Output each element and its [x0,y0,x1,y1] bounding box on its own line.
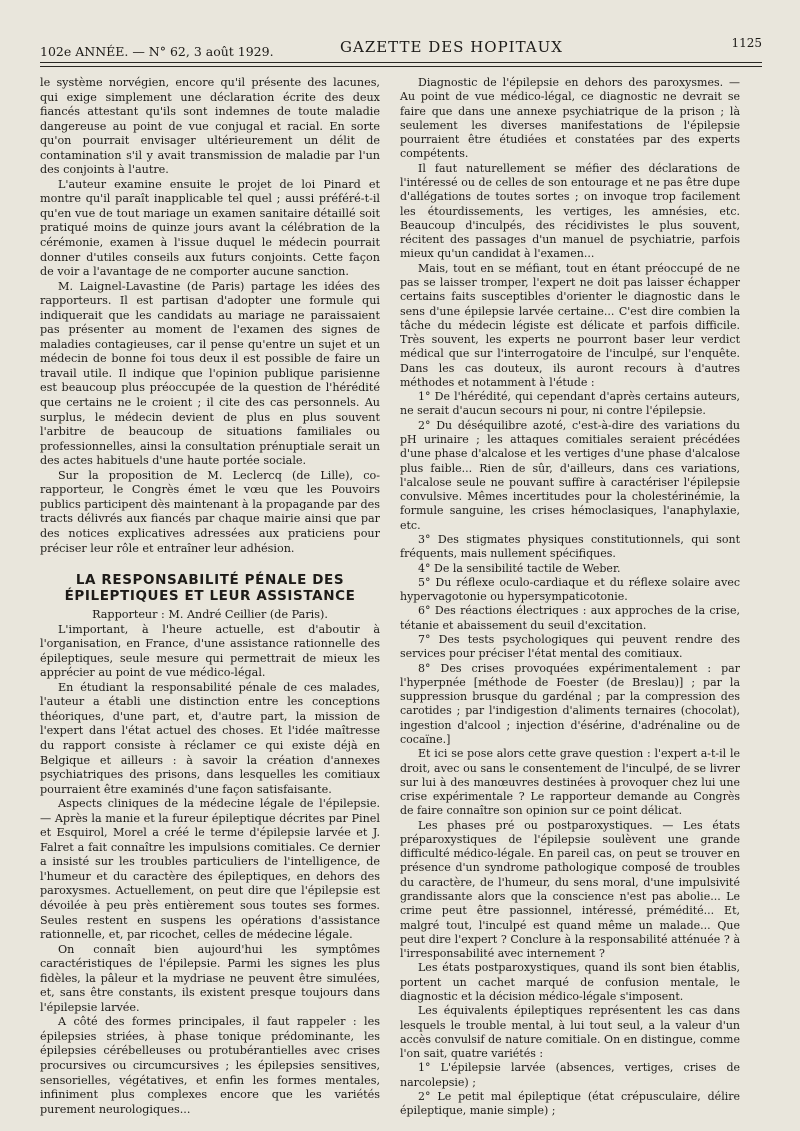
header-rule-thin [40,66,762,67]
paragraph: Il faut naturellement se méfier des déclarations de l'intéressé ou de celles de son entourage et ne pas être dupe d'allégations de toutes sortes ; on invoque trop facilement les étourdissements, les vertiges, les amnésies, etc. Beaucoup d'inculpés, des récidivistes le plus souvent, récitent des passages d'un manuel de psychiatrie, parfois mieux qu'un candidat à l'examen... [400,161,740,261]
paragraph: L'important, à l'heure actuelle, est d'aboutir à l'organisation, en France, d'une assistance rationnelle des épileptiques, seule mesure qui permettrait de mieux les apprécier au point de vue médico-légal. [40,622,380,680]
list-item: 5° Du réflexe oculo-cardiaque et du réflexe solaire avec hypervagotonie ou hypersympaticotonie. [400,575,740,604]
list-item: 3° Des stigmates physiques constitutionnels, qui sont fréquents, mais nullement spécifiques. [400,533,740,561]
list-item: 7° Des tests psychologiques qui peuvent rendre des services pour préciser l'état mental des comitiaux. [400,632,740,661]
paragraph: le système norvégien, encore qu'il présente des lacunes, qui exige simplement une déclaration écrite des deux fiancés attestant qu'ils sont indemnes de toute maladie dangereuse au point de vue conjugal et racial. En sorte qu'on pourrait envisager ultérieurement un délit de contamination s'il y avait transmission de maladie par l'un des conjoints à l'autre. [40,76,380,177]
list-item: 1° De l'hérédité, qui cependant d'après certains auteurs, ne serait d'aucun secours ni pour, ni contre l'épilepsie. [400,390,740,418]
section-title: LA RESPONSABILITÉ PÉNALE DES ÉPILEPTIQUES ET LEUR ASSISTANCE [64,572,356,605]
paragraph: Diagnostic de l'épilepsie en dehors des paroxysmes. — Au point de vue médico-légal, ce diagnostic ne devrait se faire que dans une annexe psychiatrique de la prison ; là seulement les diverses manifestations de l'épilepsie pourraient être étudiées et constatées par des experts compétents. [400,76,740,161]
paragraph: L'auteur examine ensuite le projet de loi Pinard et montre qu'il paraît inapplicable tel quel ; aussi préféré-t-il qu'en vue de tout mariage un examen sanitaire détaillé soit pratiqué moins de quinze jours avant la célébration de la cérémonie, examen à l'issue duquel le médecin pourrait donner d'utiles conseils aux futurs conjoints. Cette façon de voir a l'avantage de ne comporter aucune sanction. [40,177,380,279]
list-item: 2° Le petit mal épileptique (état crépusculaire, délire épileptique, manie simple) ; [400,1089,740,1118]
paragraph: En étudiant la responsabilité pénale de ces malades, l'auteur a établi une distinction entre les conceptions théoriques, d'une part, et, d'autre part, la mission de l'expert dans l'état actuel des choses. Et l'idée maîtresse du rapport consiste à réclamer ce qui existe déjà en Belgique et ailleurs : à savoir la création d'annexes psychiatriques des prisons, dans lesquelles les comitiaux pourraient être examinés d'une façon satisfaisante. [40,680,380,796]
reporter-line: Rapporteur : M. André Ceillier (de Paris). [92,608,328,622]
journal-title: GAZETTE DES HOPITAUX [340,38,563,56]
paragraph: On connaît bien aujourd'hui les symptômes caractéristiques de l'épilepsie. Parmi les signes les plus fidèles, la pâleur et la mydriase ne peuvent être simulées, et, sans être constants, ils existent presque toujours dans l'épilepsie larvée. [40,942,380,1014]
issue-info: 102e ANNÉE. — N° 62, 3 août 1929. [40,44,274,59]
list-item: 1° L'épilepsie larvée (absences, vertiges, crises de narcolepsie) ; [400,1061,740,1089]
paragraph: M. Laignel-Lavastine (de Paris) partage les idées des rapporteurs. Il est partisan d'adopter une formule qui indiquerait que les candidats au mariage ne paraissaient pas présenter au moment de l'examen des signes de maladies contagieuses, car il pense qu'entre un sujet et un médecin de bonne foi tous deux il est possible de faire un travail utile. Il indique que l'opinion publique parisienne est beaucoup plus préoccupée de la question de l'hérédité que certains ne le croient ; il cite des cas personnels. Au surplus, le médecin devient de plus en plus souvent l'arbitre de beaucoup de situations familiales ou professionnelles, ainsi la consultation prénuptiale serait un des actes habituels d'une haute portée sociale. [40,279,380,468]
paragraph: Les états postparoxystiques, quand ils sont bien établis, portent un cachet marqué de confusion mentale, le diagnostic et la décision médico-légale s'imposent. [400,961,740,1003]
paragraph: Sur la proposition de M. Leclercq (de Lille), co-rapporteur, le Congrès émet le vœu que les Pouvoirs publics participent dès maintenant à la propagande par des tracts délivrés aux fiancés par chaque mairie ainsi que par des notices explicatives adressées aux praticiens pour préciser leur rôle et entraîner leur adhésion. [40,468,380,555]
right-column [400,76,740,1119]
list-item: 8° Des crises provoquées expérimentalement : par l'hyperpnée [méthode de Foester (de Breslau)] ; par la suppression brusque du gardénal ; par la compression des carotides ; par l'indigestion d'aliments ternaires (chocolat), ingestion d'alcool ; injection d'ésérine, d'adrénaline ou de cocaïne.] [400,661,740,746]
list-item: 4° De la sensibilité tactile de Weber. [418,561,621,575]
paragraph: A côté des formes principales, il faut rappeler : les épilepsies striées, à phase tonique prédominante, les épilepsies cérébelleuses ou protubérantielles avec crises procursives ou circumcursives ; les épilepsies sensitives, sensorielles, végétatives, et enfin les formes mentales, infiniment plus complexes encore que les variétés purement neurologiques... [40,1015,380,1116]
page-number: 1125 [731,36,762,50]
left-column [40,76,380,1117]
page-header [40,34,762,58]
paragraph: Aspects cliniques de la médecine légale de l'épilepsie. — Après la manie et la fureur épileptique décrites par Pinel et Esquirol, Morel a créé le terme d'épilepsie larvée et J. Falret a fait connaître les impulsions comitiales. Ce dernier a insisté sur les troubles particuliers de l'intelligence, de l'humeur et du caractère des épileptiques, en dehors des paroxysmes. Actuellement, on peut dire que l'épilepsie est dévoilée à peu près entièrement sous toutes ses formes. Seules restent en suspens les opérations d'assistance rationnelle, et, par ricochet, celles de médecine légale. [40,797,380,942]
paragraph: Les équivalents épileptiques représentent les cas dans lesquels le trouble mental, à lui tout seul, a la valeur d'un accès convulsif de nature comitiale. On en distingue, comme l'on sait, quatre variétés : [400,1004,740,1061]
paragraph: Mais, tout en se méfiant, tout en étant préoccupé de ne pas se laisser tromper, l'expert ne doit pas laisser échapper certains faits susceptibles d'orienter le diagnostic dans le sens d'une épilepsie larvée certaine... C'est dire combien la tâche du médecin légiste est délicate et parfois difficile. Très souvent, les experts ne pourront baser leur verdict médical que sur l'interrogatoire de l'inculpé, sur l'enquête. Dans les cas douteux, ils auront recours à d'autres méthodes et notamment à l'étude : [400,261,740,389]
list-item: 2° Du déséquilibre azoté, c'est-à-dire des variations du pH urinaire ; les attaques comitiales seraient précédées d'une phase d'alcalose et les vertiges d'une phase d'alcalose plus faible... Rien de sûr, d'ailleurs, dans ces variations, l'alcalose seule ne pouvant suffire à caractériser l'épilepsie convulsive. Mêmes incertitudes pour la cholestérinémie, la formule sanguine, les crises hémoclasiques, l'anaphylaxie, etc. [400,418,740,532]
paragraph: Et ici se pose alors cette grave question : l'expert a-t-il le droit, avec ou sans le consentement de l'inculpé, de se livrer sur lui à des manœuvres destinées à provoquer chez lui une crise expérimentale ? Le rapporteur demande au Congrès de faire connaître son opinion sur ce point délicat. [400,747,740,818]
header-rule [40,62,762,63]
list-item: 6° Des réactions électriques : aux approches de la crise, tétanie et abaissement du seuil d'excitation. [400,604,740,632]
paragraph: Les phases pré ou postparoxystiques. — Les états préparoxystiques de l'épilepsie soulèvent une grande difficulté médico-légale. En pareil cas, on peut se trouver en présence d'un syndrome pathologique composé de troubles du caractère, de l'humeur, du sens moral, d'une impulsivité grandissante alors que la conscience n'est pas abolie... Le crime peut être passionnel, intéressé, prémédité... Et, malgré tout, l'inculpé est quand même un malade... Que peut dire l'expert ? Conclure à la responsabilité atténuée ? à l'irresponsabilité avec internement ? [400,818,740,961]
